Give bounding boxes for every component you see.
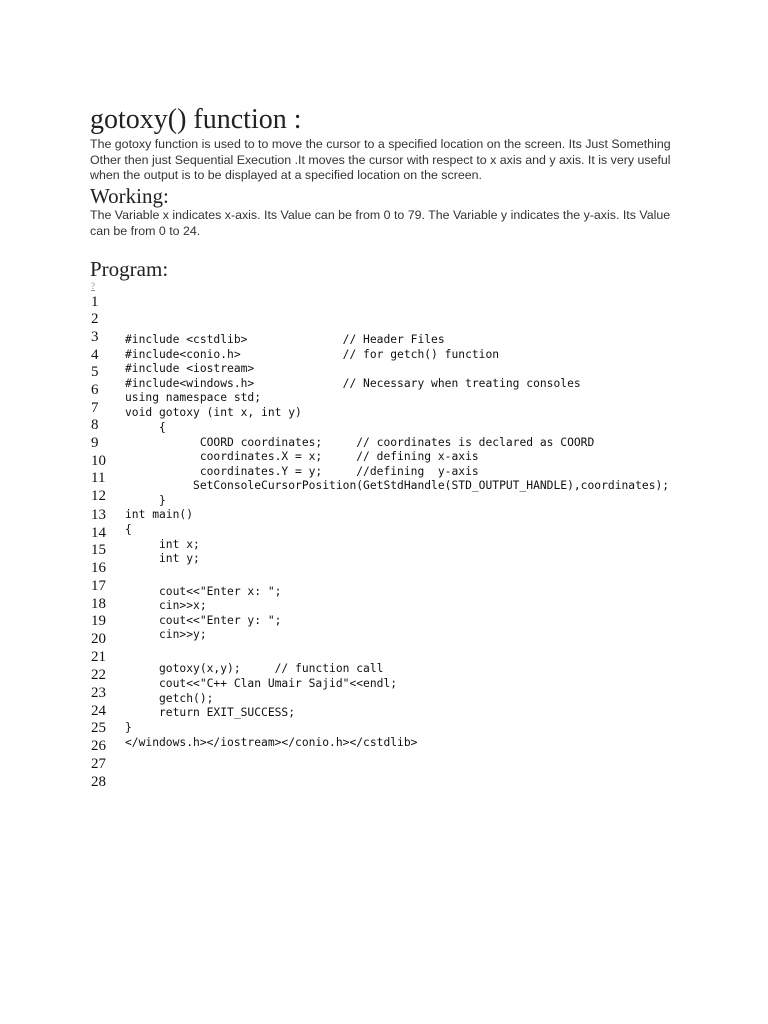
code-line: {	[125, 421, 166, 434]
line-number: 7	[91, 400, 99, 416]
code-line: int x;	[125, 538, 200, 551]
line-number: 12	[91, 488, 106, 504]
working-paragraph: The Variable x indicates x-axis. Its Value can be from 0 to 79. The Variable y indicates the y-axis. Its Value can be from 0 to 24.	[90, 208, 671, 238]
line-number: 16	[91, 560, 106, 576]
line-number: 26	[91, 738, 106, 754]
line-number: 28	[91, 774, 106, 790]
code-line: getch();	[125, 692, 214, 705]
code-toggle-link[interactable]: ?	[91, 281, 95, 291]
line-number: 23	[91, 685, 106, 701]
line-number: 8	[91, 417, 99, 433]
code-line: coordinates.Y = y; //defining y-axis	[125, 465, 479, 478]
code-line: #include <iostream>	[125, 362, 255, 375]
code-line: return EXIT_SUCCESS;	[125, 706, 296, 719]
code-line: COORD coordinates; // coordinates is declared as COORD	[125, 436, 595, 449]
code-line: coordinates.X = x; // defining x-axis	[125, 450, 479, 463]
code-line: void gotoxy (int x, int y)	[125, 406, 302, 419]
code-line: cout<<"Enter y: ";	[125, 614, 282, 627]
code-line: #include <cstdlib> // Header Files	[125, 333, 445, 346]
line-number: 27	[91, 756, 106, 772]
line-number: 19	[91, 613, 106, 629]
line-number: 3	[91, 329, 99, 345]
line-number: 20	[91, 631, 106, 647]
code-line: cin>>y;	[125, 628, 207, 641]
line-number: 13	[91, 507, 106, 523]
code-line: cout<<"C++ Clan Umair Sajid"<<endl;	[125, 677, 398, 690]
code-line: using namespace std;	[125, 391, 262, 404]
code-line: </windows.h></iostream></conio.h></cstdlib>	[125, 736, 418, 749]
code-line: int main()	[125, 508, 194, 521]
intro-paragraph: The gotoxy function is used to to move the cursor to a specified location on the screen. Its Just Something Other then just Sequential Execution .It moves the cursor with respect to x axis and y axis. It is very useful when the output is to be displayed at a specified location on the screen.	[90, 137, 671, 182]
working-heading: Working:	[90, 184, 169, 208]
line-number: 25	[91, 720, 106, 736]
code-line: {	[125, 523, 132, 536]
line-number: 14	[91, 525, 106, 541]
page-title: gotoxy() function :	[90, 104, 302, 135]
line-number: 6	[91, 382, 99, 398]
line-number: 10	[91, 453, 106, 469]
line-number: 5	[91, 364, 99, 380]
code-line: int y;	[125, 552, 200, 565]
line-number: 9	[91, 435, 99, 451]
code-line: cout<<"Enter x: ";	[125, 585, 282, 598]
line-number: 18	[91, 596, 106, 612]
code-line: #include<conio.h> // for getch() function	[125, 348, 500, 361]
code-line: gotoxy(x,y); // function call	[125, 662, 384, 675]
line-number: 24	[91, 703, 106, 719]
line-number: 2	[91, 311, 99, 327]
line-number: 1	[91, 294, 99, 310]
code-line: SetConsoleCursorPosition(GetStdHandle(STD_OUTPUT_HANDLE),coordinates);	[125, 479, 670, 492]
code-line: }	[125, 721, 132, 734]
line-number: 17	[91, 578, 106, 594]
line-number: 21	[91, 649, 106, 665]
line-number: 22	[91, 667, 106, 683]
line-number: 11	[91, 470, 106, 486]
line-number: 4	[91, 347, 99, 363]
code-line: }	[125, 494, 166, 507]
line-number: 15	[91, 542, 106, 558]
program-heading: Program:	[90, 257, 169, 281]
code-line: #include<windows.h> // Necessary when treating consoles	[125, 377, 581, 390]
code-line: cin>>x;	[125, 599, 207, 612]
